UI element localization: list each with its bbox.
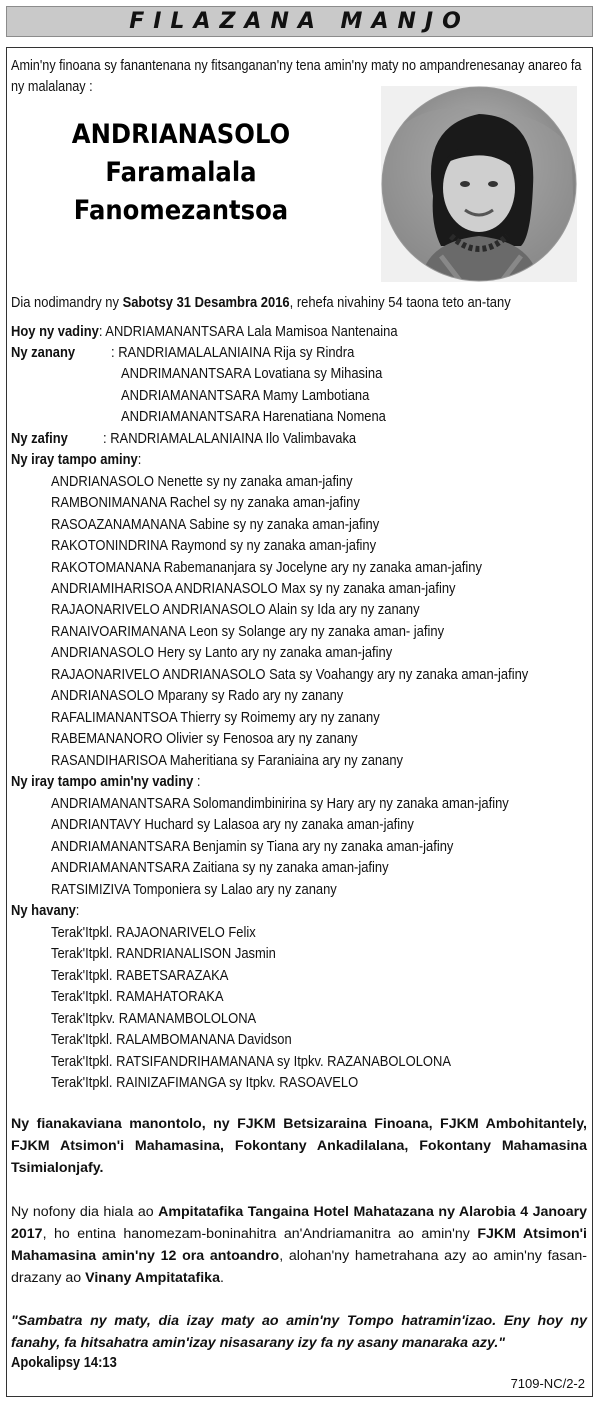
death-prefix: Dia nodimandry ny <box>11 295 123 311</box>
funeral-text-1: Ny nofony dia hiala ao <box>11 1204 159 1220</box>
siblings-heading <box>11 450 141 471</box>
ad-reference: 7109-NC/2-2 <box>510 1376 585 1391</box>
sibling-item: ANDRIANASOLO Mparany sy Rado ary ny zanany <box>51 688 344 704</box>
siblings-label: Ny iray tampo aminy <box>11 452 138 468</box>
sibling-item: RAFALIMANANTSOA Thierry sy Roimemy ary ny zanany <box>51 710 380 726</box>
relative-item: Terak'Itpkl. RAINIZAFIMANGA sy Itpkv. RASOAVELO <box>51 1075 359 1091</box>
sibling-item: RAJAONARIVELO ANDRIANASOLO Alain sy Ida ary ny zanany <box>51 602 420 618</box>
death-line <box>11 293 511 314</box>
funeral-paragraph <box>11 1201 587 1289</box>
relative-item: Terak'Itpkv. RAMANAMBOLOLONA <box>51 1011 257 1027</box>
spouse-label: Hoy ny vadiny <box>11 324 99 340</box>
spouse-siblings-label: Ny iray tampo amin'ny vadiny <box>11 774 194 790</box>
siblings-colon: : <box>137 452 142 468</box>
sibling-item: RAKOTONINDRINA Raymond sy ny zanaka aman-jafiny <box>51 538 377 554</box>
relative-item: Terak'Itpkl. RABETSARAZAKA <box>51 968 229 984</box>
sibling-item: RAMBONIMANANA Rachel sy ny zanaka aman-jafiny <box>51 495 360 511</box>
funeral-text-3: , alohan'ny hametrahana azy ao amin'ny fasan-drazany ao <box>11 1248 587 1286</box>
spouse-siblings-colon: : <box>193 774 201 790</box>
children-item: ANDRIAMANANTSARA Harenatiana Nomena <box>121 409 386 425</box>
children-label: Ny zanany <box>11 345 76 361</box>
intro-text: Amin'ny finoana sy fanantenana ny fitsanganan'ny tena amin'ny maty no ampandrenesanay anareo fa ny malalanay : <box>11 58 582 95</box>
children-item: ANDRIMANANTSARA Lovatiana sy Mihasina <box>121 366 383 382</box>
relative-item: Terak'Itpkl. RALAMBOMANANA Davidson <box>51 1032 292 1048</box>
spouse-value: : ANDRIAMANANTSARA Lala Mamisoa Nantenaina <box>98 324 398 340</box>
funeral-tomb: Vinany Ampitatafika <box>85 1270 220 1286</box>
grandchildren-value: : RANDRIAMALALANIAINA Ilo Valimbavaka <box>103 431 357 447</box>
children-first: : RANDRIAMALALANIAINA Rija sy Rindra <box>111 345 355 361</box>
bible-quote-reference: Apokalipsy 14:13 <box>11 1355 117 1371</box>
spouse-siblings-heading <box>11 772 201 793</box>
relatives-label: Ny havany <box>11 903 76 919</box>
death-date: Sabotsy 31 Desambra 2016 <box>122 295 290 311</box>
spouse-sibling-item: ANDRIAMANANTSARA Solomandimbinirina sy Hary ary ny zanaka aman-jafiny <box>51 796 509 812</box>
deceased-photo <box>381 86 577 282</box>
funeral-text-2: , ho entina hanomezam-boninahitra an'Andriamanitra ao amin'ny <box>42 1226 478 1242</box>
relatives-heading <box>11 901 79 922</box>
relative-item: Terak'Itpkl. RAJAONARIVELO Felix <box>51 925 256 941</box>
sibling-item: RASANDIHARISOA Maheritiana sy Faraniaina ary ny zanany <box>51 753 404 769</box>
spouse-sibling-item: ANDRIANTAVY Huchard sy Lalasoa ary ny zanaka aman-jafiny <box>51 817 414 833</box>
congregations-paragraph: Ny fianakaviana manontolo, ny FJKM Betsizaraina Finoana, FJKM Ambohitantely, FJKM Atsimon'i Mahamasina, Fokontany Ankadilalana, Fokontany Mahamasina Tsimialonjafy. <box>11 1116 587 1176</box>
children-item: ANDRIAMANANTSARA Mamy Lambotiana <box>121 388 370 404</box>
death-suffix: , rehefa nivahiny 54 taona teto an-tany <box>289 295 511 311</box>
spouse-line <box>11 322 398 343</box>
funeral-venue: Ampitatafika Tangaina Hotel Mahatazana ny Alarobia 4 Janoary 2017 <box>11 1204 588 1242</box>
sibling-item: RAJAONARIVELO ANDRIANASOLO Sata sy Voahangy ary ny zanaka aman-jafiny <box>51 667 529 683</box>
relative-item: Terak'Itpkl. RANDRIANALISON Jasmin <box>51 946 276 962</box>
deceased-name <box>16 116 346 230</box>
sibling-item: ANDRIAMIHARISOA ANDRIANASOLO Max sy ny zanaka aman-jafiny <box>51 581 456 597</box>
deceased-surname: ANDRIANASOLO <box>71 119 291 150</box>
header-banner <box>6 6 593 37</box>
bible-quote: "Sambatra ny maty, dia izay maty ao amin'ny Tompo hatramin'izao. Eny hoy ny fanahy, fa hitsahatra amin'izay nisasarany izy fa ny asany manaraka azy." <box>11 1313 587 1351</box>
sibling-item: ANDRIANASOLO Nenette sy ny zanaka aman-jafiny <box>51 474 353 490</box>
deceased-middlename: Fanomezantsoa <box>73 195 289 226</box>
sibling-item: ANDRIANASOLO Hery sy Lanto ary ny zanaka aman-jafiny <box>51 645 393 661</box>
sibling-item: RAKOTOMANANA Rabemananjara sy Jocelyne ary ny zanaka aman-jafiny <box>51 560 482 576</box>
funeral-text-4: . <box>219 1270 224 1286</box>
funeral-church: FJKM Atsimon'i Mahamasina amin'ny 12 ora antoandro <box>11 1226 587 1264</box>
relatives-colon: : <box>75 903 80 919</box>
sibling-item: RANAIVOARIMANANA Leon sy Solange ary ny zanaka aman- jafiny <box>51 624 445 640</box>
grandchildren-label: Ny zafiny <box>11 431 68 447</box>
spouse-sibling-item: ANDRIAMANANTSARA Benjamin sy Tiana ary ny zanaka aman-jafiny <box>51 839 454 855</box>
sibling-item: RASOAZANAMANANA Sabine sy ny zanaka aman-jafiny <box>51 517 380 533</box>
header-title: FILAZANA MANJO <box>129 9 470 34</box>
spouse-sibling-item: ANDRIAMANANTSARA Zaitiana sy ny zanaka aman-jafiny <box>51 860 389 876</box>
spouse-sibling-item: RATSIMIZIVA Tomponiera sy Lalao ary ny zanany <box>51 882 337 898</box>
relative-item: Terak'Itpkl. RATSIFANDRIHAMANANA sy Itpkv. RAZANABOLOLONA <box>51 1054 451 1070</box>
portrait-photo-icon <box>381 86 577 282</box>
relative-item: Terak'Itpkl. RAMAHATORAKA <box>51 989 224 1005</box>
sibling-item: RABEMANANORO Olivier sy Fenosoa ary ny zanany <box>51 731 358 747</box>
deceased-firstname: Faramalala <box>105 157 257 188</box>
